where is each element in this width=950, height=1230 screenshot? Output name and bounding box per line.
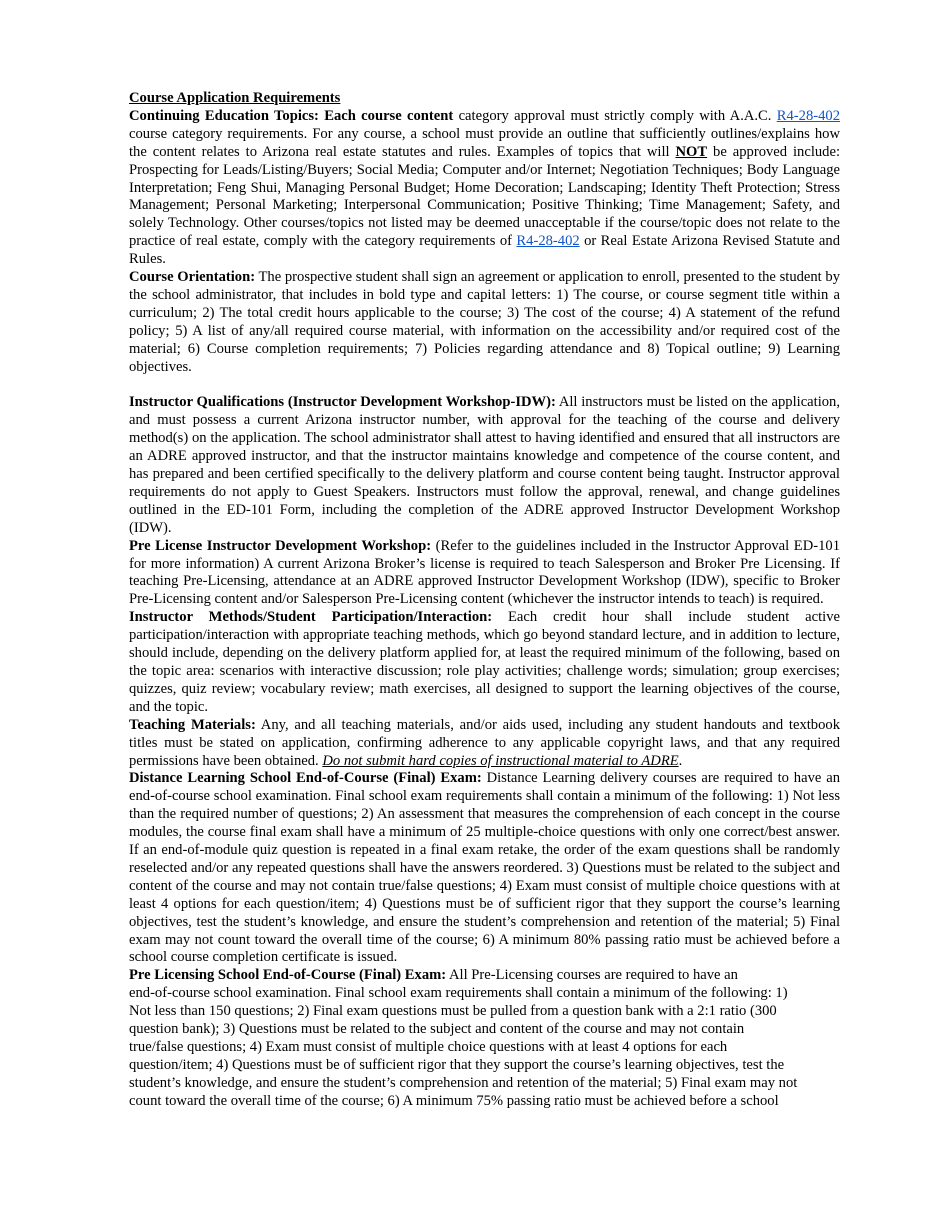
instructor-methods-text: Each credit hour shall include student active participation/interaction with appropriate teaching methods, which go beyond standard lecture, and in addition to lecture, should include, depending on the delivery platform applied for, at least the required minimum of the following, based on the topic area: scenarios with interactive discussion; role play activities; challenge words; simulation; group exercises; quizzes, quiz review; vocabulary review; math exercises, all designed to support the learning objectives of the course, and the topic.	[129, 609, 840, 715]
orientation-paragraph	[129, 269, 840, 376]
teaching-materials-text: Any, and all teaching materials, and/or aids used, including any student handouts and textbook titles must be stated on application, confirming adherence to any applicable copyright laws, and that any required permissions have been obtained.	[129, 716, 840, 769]
document-page	[129, 90, 840, 1111]
ce-topics-text-4: or Real Estate Arizona Revised Statute and Rules.	[129, 233, 840, 268]
prelicense-exam-line: end-of-course school examination. Final school exam requirements shall contain a minimum of the following: 1)	[129, 985, 788, 1002]
prelicense-exam-line: count toward the overall time of the course; 6) A minimum 75% passing ratio must be achieved before a school	[129, 1092, 779, 1109]
distance-exam-label: Distance Learning School End-of-Course (Final) Exam:	[129, 770, 482, 787]
rule-link-r4-28-402-second[interactable]: R4-28-402	[516, 233, 580, 250]
prelicense-exam-line: question/item; 4) Questions must be of sufficient rigor that they support the course’s learning objectives, test the	[129, 1056, 785, 1073]
teaching-materials-label: Teaching Materials:	[129, 716, 256, 733]
ce-topics-label: Continuing Education Topics: Each course content	[129, 107, 454, 124]
course-application-heading: Course Application Requirements	[129, 90, 341, 106]
not-emphasis: NOT	[675, 143, 708, 160]
instructor-qualifications-label: Instructor Qualifications (Instructor Development Workshop-IDW):	[129, 394, 556, 411]
paragraph-spacer	[129, 377, 840, 395]
ce-topics-text-2: course category requirements. For any course, a school must provide an outline that sufficiently outlines/explains how the content relates to Arizona real estate statutes and rules. Examples of topics that will	[129, 125, 840, 160]
ce-topics-text-3: be approved include: Prospecting for Leads/Listing/Buyers; Social Media; Computer and/or Internet; Negotiation Techniques; Body Language Interpretation; Feng Shui, Managing Personal Budget; Home Decoration; Landscaping; Identity Theft Protection; Stress Management; Personal Marketing; Interpersonal Communication; Positive Thinking; Time Management; Safety, and solely Technology. Other courses/topics not listed may be deemed unacceptable if the course/topic does not relate to the practice of real estate, comply with the category requirements of	[129, 143, 841, 250]
orientation-text: The prospective student shall sign an agreement or application to enroll, presented to the student by the school administrator, that includes in bold type and capital letters: 1) The course, or course segment title within a curriculum; 2) The total credit hours applicable to the course; 3) The cost of the course; 4) A statement of the refund policy; 5) A list of any/all required course material, with information on the accessibility and/or required cost of the material; 6) Course completion requirements; 7) Policies regarding attendance and 8) Topical outline; 9) Learning objectives.	[129, 269, 841, 375]
instructor-methods-paragraph	[129, 609, 840, 716]
distance-exam-paragraph	[129, 770, 840, 967]
prelicense-exam-label: Pre Licensing School End-of-Course (Final) Exam:	[129, 967, 447, 984]
prelicense-exam-paragraph	[129, 967, 840, 1110]
prelicense-exam-line: All Pre-Licensing courses are required to have an	[446, 967, 738, 984]
teaching-materials-notice: Do not submit hard copies of instructional material to ADRE	[322, 752, 679, 769]
prelicense-exam-line: true/false questions; 4) Exam must consist of multiple choice questions with at least 4 options for each	[129, 1039, 728, 1056]
prelicense-exam-line: question bank); 3) Questions must be related to the subject and content of the course and may not contain	[129, 1021, 745, 1038]
section-heading	[129, 90, 840, 108]
instructor-methods-label: Instructor Methods/Student Participation/Interaction:	[129, 609, 493, 626]
instructor-qualifications-text: All instructors must be listed on the application, and must possess a current Arizona instructor number, with approval for the teaching of the course and delivery method(s) on the application. The school administrator shall attest to having identified and ensured that all instructors are an ADRE approved instructor, and that the instructor maintains knowledge and competence of the course content, and has prepared and been certified specifically to the delivery platform and course content being taught. Instructor approval requirements do not apply to Guest Speakers. Instructors must follow the approval, renewal, and change guidelines outlined in the ED-101 Form, including the completion of the ADRE approved Instructor Development Workshop (IDW).	[129, 394, 841, 536]
teaching-materials-paragraph	[129, 717, 840, 771]
rule-link-r4-28-402[interactable]: R4-28-402	[776, 107, 840, 124]
prelicense-exam-line: Not less than 150 questions; 2) Final exam questions must be pulled from a question bank with a 2:1 ratio (300	[129, 1003, 777, 1020]
distance-exam-text: Distance Learning delivery courses are required to have an end-of-course school examination. Final school exam requirements shall contain a minimum of the following: 1) Not less than the required number of questions; 2) An assessment that measures the comprehension of each concept in the course modules, the course final exam shall have a minimum of 25 multiple-choice questions with only one correct/best answer. If an end-of-module quiz question is repeated in a final exam retake, the order of the exam questions shall be randomly reselected and/or any repeated questions shall have the answers reordered. 3) Questions must be related to the subject and content of the course and may not contain true/false questions; 4) Exam must consist of multiple choice questions with at least 4 options for each question/item; 4) Questions must be of sufficient rigor that they support the course’s learning objectives, test the student’s knowledge, and ensure the student’s comprehension and retention of the material; 5) Final exam may not count toward the overall time of the course; 6) A minimum 80% passing ratio must be achieved before a school course completion certificate is issued.	[129, 770, 840, 966]
teaching-materials-end: .	[678, 752, 683, 769]
instructor-qualifications-paragraph	[129, 394, 840, 537]
pre-license-idw-text: (Refer to the guidelines included in the Instructor Approval ED-101 for more information) A current Arizona Broker’s license is required to teach Salesperson and Broker Pre Licensing. If teaching Pre-Licensing, attendance at an ADRE approved Instructor Development Workshop (IDW), specific to Broker Pre-Licensing content and/or Salesperson Pre-Licensing content (whichever the instructor intends to teach) is required.	[129, 537, 840, 608]
prelicense-exam-line: student’s knowledge, and ensure the student’s comprehension and retention of the material; 5) Final exam may not	[129, 1074, 798, 1091]
ce-topics-text-1: category approval must strictly comply with A.A.C.	[453, 107, 777, 124]
pre-license-idw-label: Pre License Instructor Development Workshop:	[129, 537, 432, 554]
ce-topics-paragraph	[129, 108, 840, 269]
pre-license-idw-paragraph	[129, 538, 840, 610]
orientation-label: Course Orientation:	[129, 269, 256, 286]
